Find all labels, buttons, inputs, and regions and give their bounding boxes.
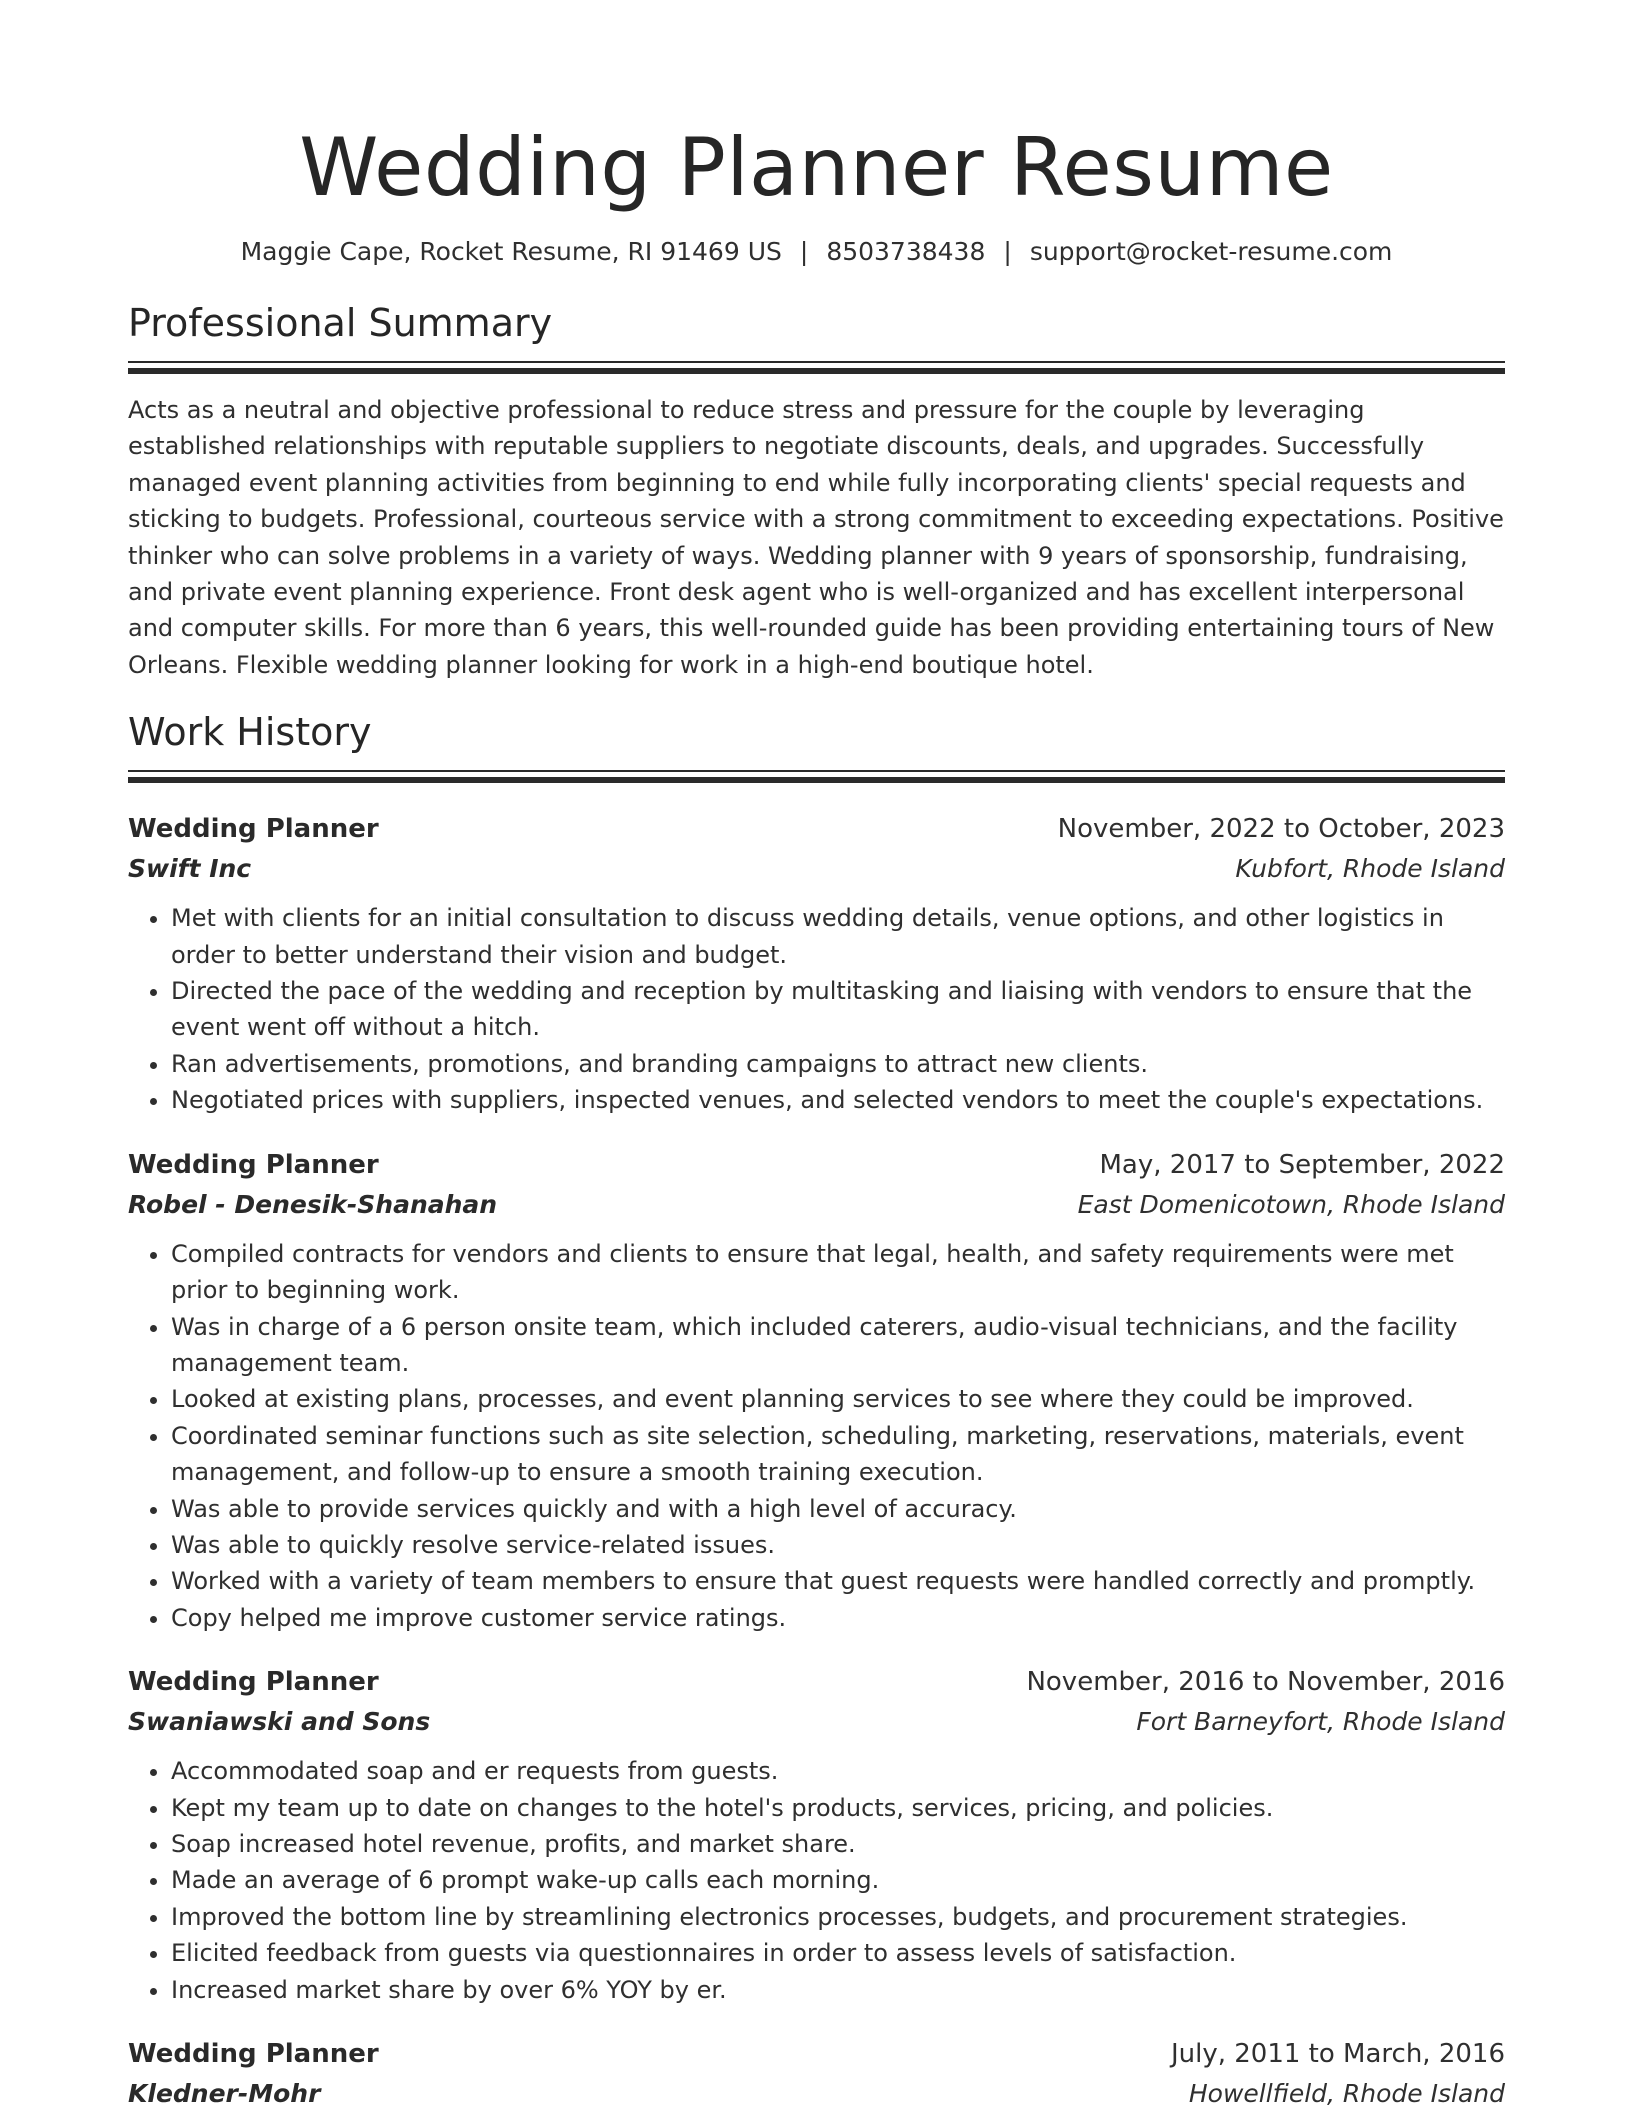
job-title: Wedding Planner [128,814,379,845]
job-company-row [128,2074,1505,2113]
job-entry [128,1145,1505,1636]
job-entry [128,2034,1505,2113]
job-header-row [128,2034,1505,2074]
job-company-row [128,849,1505,888]
section-heading-summary: Professional Summary [128,301,553,345]
job-company: Swift Inc [128,854,252,884]
job-header-row [128,809,1505,849]
contact-line [128,235,1505,269]
job-bullet: • Ran advertisements, promotions, and branding campaigns to attract new clients. [171,1046,1505,1082]
job-bullet: • Met with clients for an initial consultation to discuss wedding details, venue options, and other logistics in order to better understand their vision and budget. [171,900,1505,973]
job-bullet: • Increased market share by over 6% YOY by er. [171,1972,1505,2008]
job-dates: July, 2011 to March, 2016 [1170,2039,1505,2069]
job-location: Howellfield, Rhode Island [1188,2079,1505,2108]
job-dates: May, 2017 to September, 2022 [1099,1149,1505,1180]
professional-summary-section [128,299,1505,683]
job-bullet: • Copy helped me improve customer service ratings. [171,1600,1505,1636]
job-title: Wedding Planner [128,1667,379,1698]
job-title: Wedding Planner [128,1149,379,1180]
job-location: East Domenicotown, Rhode Island [1077,1189,1505,1219]
job-bullet: • Kept my team up to date on changes to the hotel's products, services, pricing, and policies. [171,1790,1505,1826]
job-bullet: • Was able to quickly resolve service-related issues. [171,1527,1505,1563]
job-title: Wedding Planner [128,2039,379,2069]
job-bullet: • Improved the bottom line by streamlining electronics processes, budgets, and procurement strategies. [171,1899,1505,1935]
contact-address: Maggie Cape, Rocket Resume, RI 91469 US [240,237,782,266]
job-bullet: • Negotiated prices with suppliers, inspected venues, and selected vendors to meet the couple's expectations. [171,1082,1505,1118]
job-company-row [128,1185,1505,1224]
job-company: Robel - Denesik-Shanahan [128,1189,498,1219]
job-header-row [128,1145,1505,1185]
job-bullet: • Compiled contracts for vendors and clients to ensure that legal, health, and safety requirements were met prior to beginning work. [171,1236,1505,1309]
section-rule-thick [128,368,1505,374]
job-bullet: • Elicited feedback from guests via questionnaires in order to assess levels of satisfaction. [171,1935,1505,1971]
job-location: Fort Barneyfort, Rhode Island [1136,1707,1505,1737]
job-company-row [128,1702,1505,1741]
contact-email: support@rocket-resume.com [1029,237,1393,266]
contact-separator: | [799,237,809,266]
job-company: Swaniawski and Sons [128,1707,431,1737]
work-history-section [128,708,1505,2113]
resume-title: Wedding Planner Resume [299,121,1334,214]
contact-separator: | [1003,237,1012,266]
job-list [128,809,1505,2113]
job-bullet: • Was in charge of a 6 person onsite team, which included caterers, audio-visual technicians, and the facility management team. [171,1309,1505,1382]
section-rule-thin [128,770,1505,772]
job-bullet: • Soap increased hotel revenue, profits, and market share. [171,1826,1505,1862]
job-bullet: • Directed the pace of the wedding and reception by multitasking and liaising with vendors to ensure that the event went off without a hitch. [171,973,1505,1046]
job-bullet: • Looked at existing plans, processes, and event planning services to see where they could be improved. [171,1381,1505,1417]
job-bullet: • Worked with a variety of team members to ensure that guest requests were handled correctly and promptly. [171,1563,1505,1599]
job-company: Kledner-Mohr [128,2079,321,2108]
job-dates: November, 2022 to October, 2023 [1057,814,1505,845]
summary-text: Acts as a neutral and objective professional to reduce stress and pressure for the couple by leveraging established relationships with reputable suppliers to negotiate discounts, deals, and upgrades. Successfully managed event planning activities from beginning to end while fully incorporating clients' special requests and sticking to budgets. Professional, courteous service with a strong commitment to exceeding expectations. Positive thinker who can solve problems in a variety of ways. Wedding planner with 9 years of sponsorship, fundraising, and private event planning experience. Front desk agent who is well-organized and has excellent interpersonal and computer skills. For more than 6 years, this well-rounded guide has been providing entertaining tours of New Orleans. Flexible wedding planner looking for work in a high-end boutique hotel. [128,396,1504,679]
resume-page [128,0,1505,2113]
job-bullet: • Made an average of 6 prompt wake-up calls each morning. [171,1862,1505,1898]
contact-phone: 8503738438 [826,237,986,266]
job-bullet-list [128,1236,1505,1636]
section-rule-thick [128,777,1505,783]
job-header-row [128,1662,1505,1702]
job-bullet: • Accommodated soap and er requests from guests. [171,1753,1505,1789]
job-bullet: • Was able to provide services quickly and with a high level of accuracy. [171,1491,1505,1527]
job-entry [128,809,1505,1118]
job-location: Kubfort, Rhode Island [1235,854,1505,884]
job-bullet-list [128,1753,1505,2008]
section-heading-work-history: Work History [128,710,372,755]
job-bullet-list [128,900,1505,1118]
job-dates: November, 2016 to November, 2016 [1026,1667,1505,1698]
job-entry [128,1662,1505,2008]
section-rule-thin [128,361,1505,363]
job-bullet: • Coordinated seminar functions such as site selection, scheduling, marketing, reservations, materials, event management, and follow-up to ensure a smooth training execution. [171,1418,1505,1491]
